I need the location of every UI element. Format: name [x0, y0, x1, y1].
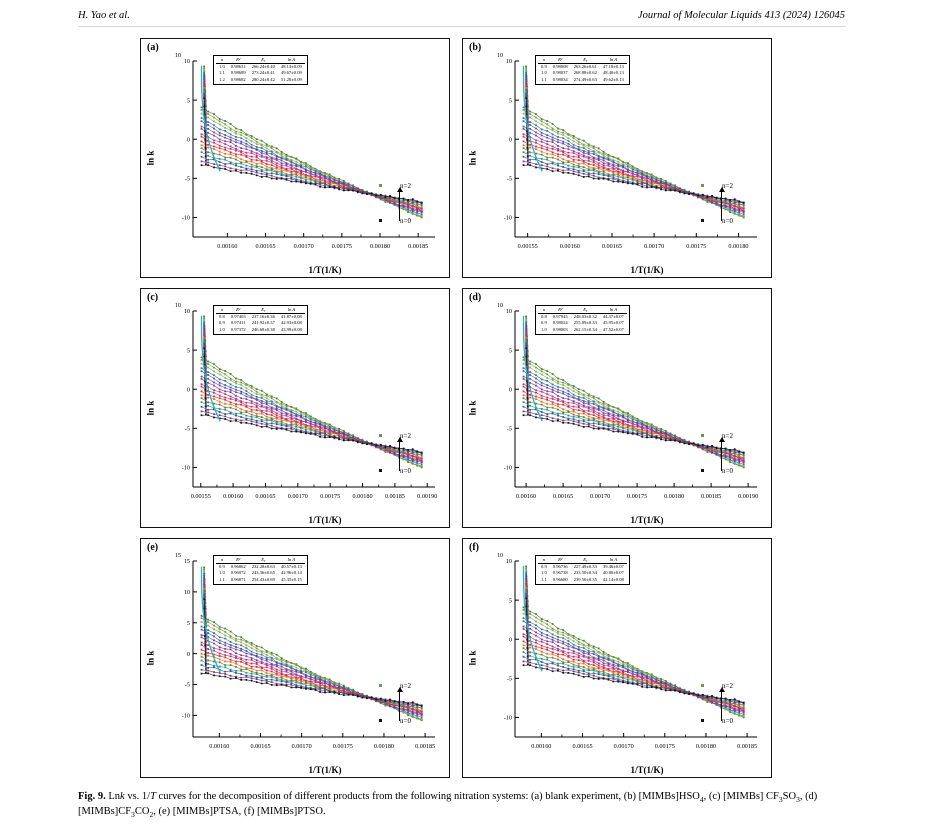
y-axis-max-label: 15 — [175, 553, 181, 559]
stats-cell: 0.98631 — [230, 64, 246, 70]
legend-marker-n2 — [701, 184, 704, 187]
stats-header-cell: ln A — [278, 557, 305, 564]
legend-marker-n2 — [701, 434, 704, 437]
stats-row — [216, 327, 305, 333]
legend-marker-n2 — [379, 434, 382, 437]
svg-text:0.00190: 0.00190 — [417, 493, 438, 500]
panel-label-d: (d) — [469, 292, 482, 303]
stats-cell: 49.67±0.09 — [280, 70, 302, 76]
legend-n0 — [379, 717, 411, 725]
running-head-author: H. Yao et al. — [78, 10, 130, 21]
stats-cell: 241.92±0.37 — [251, 320, 275, 326]
stats-header-cell: R² — [228, 557, 249, 564]
svg-text:10: 10 — [505, 308, 512, 316]
svg-text:0.00170: 0.00170 — [291, 743, 312, 750]
stats-cell: 1.0 — [219, 570, 225, 576]
stats-header-cell: ln A — [278, 307, 305, 314]
stats-cell: 0.96680 — [552, 576, 568, 582]
legend-n2 — [379, 182, 411, 190]
chart-panel-c — [140, 288, 450, 528]
stats-cell: 233.50±0.34 — [573, 570, 597, 576]
stats-cell: 0.97372 — [230, 326, 246, 332]
svg-text:0: 0 — [508, 386, 512, 394]
stats-header-cell: Eₐ — [249, 57, 278, 64]
legend-n2 — [701, 182, 733, 190]
figure-caption — [78, 790, 868, 820]
svg-text:0.00160: 0.00160 — [223, 493, 244, 500]
stats-cell: 0.9 — [219, 320, 225, 326]
legend-n0 — [701, 467, 733, 475]
stats-table-f — [535, 555, 630, 585]
legend-label-n2: n=2 — [400, 682, 411, 690]
svg-text:10: 10 — [183, 308, 190, 316]
stats-cell: 0.9 — [541, 564, 547, 570]
figure-caption-label: Fig. 9. — [78, 791, 106, 802]
stats-cell: 0.96871 — [230, 576, 246, 582]
legend-marker-n0 — [379, 719, 382, 722]
stats-header-cell: R² — [228, 57, 249, 64]
stats-row — [538, 314, 627, 321]
svg-text:5: 5 — [508, 97, 512, 105]
legend-n0 — [379, 467, 411, 475]
svg-text:0.00170: 0.00170 — [613, 743, 634, 750]
panel-label-e: (e) — [147, 542, 159, 553]
stats-cell: 1.0 — [219, 326, 225, 332]
svg-text:0.00175: 0.00175 — [627, 493, 648, 500]
svg-text:5: 5 — [186, 347, 190, 355]
legend-marker-n0 — [379, 219, 382, 222]
y-axis-title: ln k — [467, 400, 478, 416]
svg-text:0.00185: 0.00185 — [408, 243, 429, 250]
stats-header-cell: Eₐ — [571, 307, 600, 314]
stats-cell: 0.8 — [219, 314, 225, 320]
figure-caption-line1: Lnk vs. 1/T curves for the decomposition of different products from the following nitration systems: (a) blank experiment, (b) $[MIMBs]HSO_4$, (c) [MIMBs] $CF_3SO_3$, (d) $[MIMBs]CF_3CO_2$, (e) [MIMBs]PTSA, (f) [MIMBs]PTSO. — [78, 791, 818, 820]
legend-label-n0: n=0 — [400, 467, 411, 475]
legend-arrow-icon — [721, 441, 722, 471]
stats-cell: 254.43±0.69 — [251, 576, 275, 582]
stats-cell: 41.87±0.08 — [280, 314, 302, 320]
stats-cell: 248.03±0.32 — [573, 314, 597, 320]
legend-label-n0: n=0 — [722, 717, 733, 725]
legend-label-n2: n=2 — [722, 182, 733, 190]
svg-text:-5: -5 — [184, 681, 190, 689]
stats-cell: 0.98003 — [552, 326, 568, 332]
stats-cell: 0.9 — [219, 564, 225, 570]
stats-row — [538, 564, 627, 571]
svg-text:0: 0 — [186, 136, 190, 144]
y-axis-title: ln k — [467, 650, 478, 666]
figure-row-1 — [140, 38, 780, 278]
legend-n2 — [379, 682, 411, 690]
stats-cell: 262.15±0.34 — [573, 326, 597, 332]
svg-text:0.00185: 0.00185 — [384, 493, 405, 500]
svg-text:0.00160: 0.00160 — [516, 493, 537, 500]
stats-cell: 1.2 — [219, 76, 225, 82]
figure-9 — [140, 38, 780, 788]
panel-label-b: (b) — [469, 42, 482, 53]
svg-text:0.00160: 0.00160 — [531, 743, 552, 750]
legend-n2 — [701, 432, 733, 440]
stats-row — [538, 77, 627, 83]
stats-cell: 0.8 — [541, 314, 547, 320]
stats-row — [216, 77, 305, 83]
stats-cell: 39.46±0.07 — [602, 564, 624, 570]
stats-cell: 0.98034 — [552, 76, 568, 82]
legend-label-n2: n=2 — [400, 432, 411, 440]
legend-marker-n0 — [379, 469, 382, 472]
svg-text:0.00180: 0.00180 — [373, 743, 395, 750]
svg-text:-10: -10 — [503, 464, 512, 472]
svg-text:0.00170: 0.00170 — [644, 243, 665, 250]
stats-header-cell: Eₐ — [571, 557, 600, 564]
stats-cell: 47.18±0.13 — [602, 64, 624, 70]
svg-text:0.00185: 0.00185 — [701, 493, 722, 500]
svg-text:0.00165: 0.00165 — [255, 243, 276, 250]
stats-row — [216, 577, 305, 583]
svg-text:0.00180: 0.00180 — [664, 493, 685, 500]
svg-text:0.00180: 0.00180 — [695, 743, 717, 750]
legend-n0 — [701, 217, 733, 225]
chart-panel-e — [140, 538, 450, 778]
x-axis-title: 1/T(1/K) — [630, 765, 664, 775]
svg-text:0.00175: 0.00175 — [654, 743, 675, 750]
legend-arrow-icon — [399, 191, 400, 221]
y-axis-max-label: 10 — [497, 53, 503, 59]
svg-text:0: 0 — [186, 386, 190, 394]
stats-row — [538, 64, 627, 71]
svg-text:-10: -10 — [181, 214, 190, 222]
svg-text:0: 0 — [508, 636, 512, 644]
stats-table-c — [213, 305, 308, 335]
svg-text:0.00165: 0.00165 — [572, 743, 593, 750]
svg-text:0.00190: 0.00190 — [738, 493, 759, 500]
legend-label-n2: n=2 — [400, 182, 411, 190]
stats-cell: 42.96±0.14 — [280, 570, 302, 576]
stats-header-cell: Eₐ — [249, 557, 278, 564]
stats-cell: 0.98008 — [552, 64, 568, 70]
svg-text:0.00175: 0.00175 — [320, 493, 341, 500]
svg-text:-5: -5 — [506, 675, 512, 683]
chart-panel-f — [462, 538, 772, 778]
stats-cell: 51.20±0.09 — [280, 76, 302, 82]
stats-header-cell: R² — [550, 57, 571, 64]
stats-cell: 0.97945 — [552, 314, 568, 320]
stats-cell: 0.96972 — [230, 570, 246, 576]
stats-cell: 274.49±0.63 — [573, 76, 597, 82]
stats-cell: 1.0 — [541, 70, 547, 76]
legend-marker-n0 — [701, 469, 704, 472]
stats-cell: 0.9 — [541, 64, 547, 70]
stats-cell: 1.0 — [219, 64, 225, 70]
stats-header-cell: ln A — [600, 557, 627, 564]
svg-text:-10: -10 — [181, 464, 190, 472]
stats-cell: 268.88±0.62 — [573, 70, 597, 76]
legend-label-n2: n=2 — [722, 432, 733, 440]
stats-cell: 42.93±0.08 — [280, 320, 302, 326]
stats-cell: 0.96736 — [552, 564, 568, 570]
stats-cell: 0.97403 — [230, 314, 246, 320]
stats-header-cell: n — [216, 307, 228, 314]
stats-header-cell: n — [538, 557, 550, 564]
x-axis-title: 1/T(1/K) — [308, 765, 342, 775]
stats-cell: 42.14±0.08 — [602, 576, 624, 582]
stats-cell: 0.96738 — [552, 570, 568, 576]
svg-text:10: 10 — [183, 589, 190, 597]
svg-text:0.00185: 0.00185 — [415, 743, 436, 750]
legend-arrow-icon — [399, 691, 400, 721]
stats-row — [216, 564, 305, 571]
y-axis-title: ln k — [145, 150, 156, 166]
stats-cell: 40.80±0.07 — [602, 570, 624, 576]
stats-cell: 40.57±0.13 — [280, 564, 302, 570]
stats-header-cell: n — [538, 57, 550, 64]
stats-cell: 0.96862 — [230, 564, 246, 570]
stats-cell: 227.49±0.33 — [573, 564, 597, 570]
stats-cell: 1.1 — [219, 70, 225, 76]
svg-text:0.00175: 0.00175 — [331, 243, 352, 250]
x-axis-title: 1/T(1/K) — [308, 265, 342, 275]
legend-n0 — [379, 217, 411, 225]
panel-label-f: (f) — [469, 542, 479, 553]
stats-header-cell: ln A — [278, 57, 305, 64]
svg-text:0.00160: 0.00160 — [217, 243, 238, 250]
stats-cell: 1.1 — [219, 576, 225, 582]
legend-marker-n2 — [701, 684, 704, 687]
stats-header-cell: n — [538, 307, 550, 314]
stats-table-a — [213, 55, 308, 85]
stats-cell: 273.24±0.41 — [251, 70, 275, 76]
svg-text:0.00165: 0.00165 — [255, 493, 276, 500]
stats-cell: 47.52±0.07 — [602, 326, 624, 332]
header-rule — [78, 26, 846, 27]
svg-text:5: 5 — [186, 97, 190, 105]
legend-label-n0: n=0 — [400, 717, 411, 725]
legend-n2 — [701, 682, 733, 690]
x-axis-title: 1/T(1/K) — [630, 515, 664, 525]
svg-text:-5: -5 — [184, 175, 190, 183]
svg-text:0.00170: 0.00170 — [287, 493, 308, 500]
legend-n0 — [701, 717, 733, 725]
stats-header-cell: Eₐ — [249, 307, 278, 314]
stats-header-cell: Eₐ — [571, 57, 600, 64]
panel-label-a: (a) — [147, 42, 159, 53]
stats-row — [216, 314, 305, 321]
stats-cell: 243.36±0.65 — [251, 570, 275, 576]
stats-cell: 246.68±0.38 — [251, 326, 275, 332]
stats-cell: 0.98682 — [230, 76, 246, 82]
stats-cell: 45.35±0.15 — [280, 576, 302, 582]
svg-text:10: 10 — [505, 558, 512, 566]
svg-text:0.00170: 0.00170 — [590, 493, 611, 500]
legend-marker-n0 — [701, 219, 704, 222]
legend-label-n0: n=0 — [722, 467, 733, 475]
legend-arrow-icon — [721, 191, 722, 221]
stats-header-cell: ln A — [600, 307, 627, 314]
svg-text:-5: -5 — [506, 425, 512, 433]
stats-row — [216, 64, 305, 71]
legend-marker-n2 — [379, 684, 382, 687]
stats-cell: 45.95±0.07 — [602, 320, 624, 326]
stats-table-b — [535, 55, 630, 85]
svg-text:0.00180: 0.00180 — [352, 493, 373, 500]
chart-panel-b — [462, 38, 772, 278]
svg-text:0.00155: 0.00155 — [190, 493, 211, 500]
figure-row-3 — [140, 538, 780, 778]
stats-cell: 49.62±0.13 — [602, 76, 624, 82]
svg-text:-10: -10 — [181, 712, 190, 720]
stats-row — [538, 327, 627, 333]
svg-text:0.00160: 0.00160 — [209, 743, 230, 750]
svg-text:5: 5 — [508, 597, 512, 605]
svg-text:10: 10 — [505, 58, 512, 66]
stats-header-cell: n — [216, 57, 228, 64]
svg-text:0.00165: 0.00165 — [250, 743, 271, 750]
legend-label-n0: n=0 — [400, 217, 411, 225]
svg-text:10: 10 — [183, 58, 190, 66]
stats-cell: 1.0 — [541, 326, 547, 332]
stats-header-cell: ln A — [600, 57, 627, 64]
y-axis-title: ln k — [145, 400, 156, 416]
stats-cell: 237.16±0.36 — [251, 314, 275, 320]
svg-text:5: 5 — [508, 347, 512, 355]
svg-text:0.00165: 0.00165 — [553, 493, 574, 500]
legend-label-n2: n=2 — [722, 682, 733, 690]
stats-cell: 1.0 — [541, 570, 547, 576]
stats-cell: 43.99±0.08 — [280, 326, 302, 332]
svg-text:-5: -5 — [184, 425, 190, 433]
stats-header-cell: R² — [550, 307, 571, 314]
svg-text:0.00155: 0.00155 — [517, 243, 538, 250]
stats-cell: 232.28±0.63 — [251, 564, 275, 570]
legend-marker-n0 — [701, 719, 704, 722]
stats-cell: 263.26±0.61 — [573, 64, 597, 70]
svg-text:0.00180: 0.00180 — [369, 243, 391, 250]
svg-text:15: 15 — [183, 558, 190, 566]
svg-text:0.00175: 0.00175 — [686, 243, 707, 250]
svg-text:-10: -10 — [503, 214, 512, 222]
y-axis-max-label: 10 — [175, 303, 181, 309]
y-axis-title: ln k — [145, 650, 156, 666]
svg-text:0.00180: 0.00180 — [728, 243, 749, 250]
stats-cell: 255.09±0.33 — [573, 320, 597, 326]
y-axis-max-label: 10 — [497, 303, 503, 309]
legend-arrow-icon — [399, 441, 400, 471]
stats-cell: 1.1 — [541, 576, 547, 582]
svg-text:5: 5 — [186, 619, 190, 627]
svg-text:0.00175: 0.00175 — [332, 743, 353, 750]
stats-cell: 280.24±0.42 — [251, 76, 275, 82]
stats-cell: 0.97411 — [230, 320, 246, 326]
stats-header-cell: n — [216, 557, 228, 564]
stats-cell: 0.98037 — [552, 70, 568, 76]
x-axis-title: 1/T(1/K) — [630, 265, 664, 275]
legend-arrow-icon — [721, 691, 722, 721]
stats-table-e — [213, 555, 308, 585]
chart-panel-a — [140, 38, 450, 278]
y-axis-max-label: 10 — [175, 53, 181, 59]
y-axis-title: ln k — [467, 150, 478, 166]
stats-table-d — [535, 305, 630, 335]
stats-cell: 239.50±0.35 — [573, 576, 597, 582]
stats-header-cell: R² — [550, 557, 571, 564]
panel-label-c: (c) — [147, 292, 159, 303]
svg-text:-10: -10 — [503, 714, 512, 722]
stats-cell: 48.13±0.09 — [280, 64, 302, 70]
svg-text:0: 0 — [508, 136, 512, 144]
stats-row — [538, 577, 627, 583]
stats-cell: 0.98689 — [230, 70, 246, 76]
svg-text:0.00185: 0.00185 — [737, 743, 758, 750]
figure-row-2 — [140, 288, 780, 528]
x-axis-title: 1/T(1/K) — [308, 515, 342, 525]
legend-label-n0: n=0 — [722, 217, 733, 225]
stats-cell: 48.40±0.13 — [602, 70, 624, 76]
svg-text:0.00165: 0.00165 — [601, 243, 623, 250]
legend-n2 — [379, 432, 411, 440]
legend-marker-n2 — [379, 184, 382, 187]
chart-panel-d — [462, 288, 772, 528]
svg-text:-5: -5 — [506, 175, 512, 183]
y-axis-max-label: 10 — [497, 553, 503, 559]
stats-cell: 266.24±0.40 — [251, 64, 275, 70]
stats-cell: 0.9 — [541, 320, 547, 326]
stats-cell: 44.37±0.07 — [602, 314, 624, 320]
stats-header-cell: R² — [228, 307, 249, 314]
stats-cell: 1.1 — [541, 76, 547, 82]
running-head-journal: Journal of Molecular Liquids 413 (2024) 126045 — [637, 10, 845, 21]
svg-text:0.00170: 0.00170 — [293, 243, 314, 250]
stats-cell: 0.98024 — [552, 320, 568, 326]
svg-text:0.00160: 0.00160 — [559, 243, 580, 250]
svg-text:0: 0 — [186, 650, 190, 658]
